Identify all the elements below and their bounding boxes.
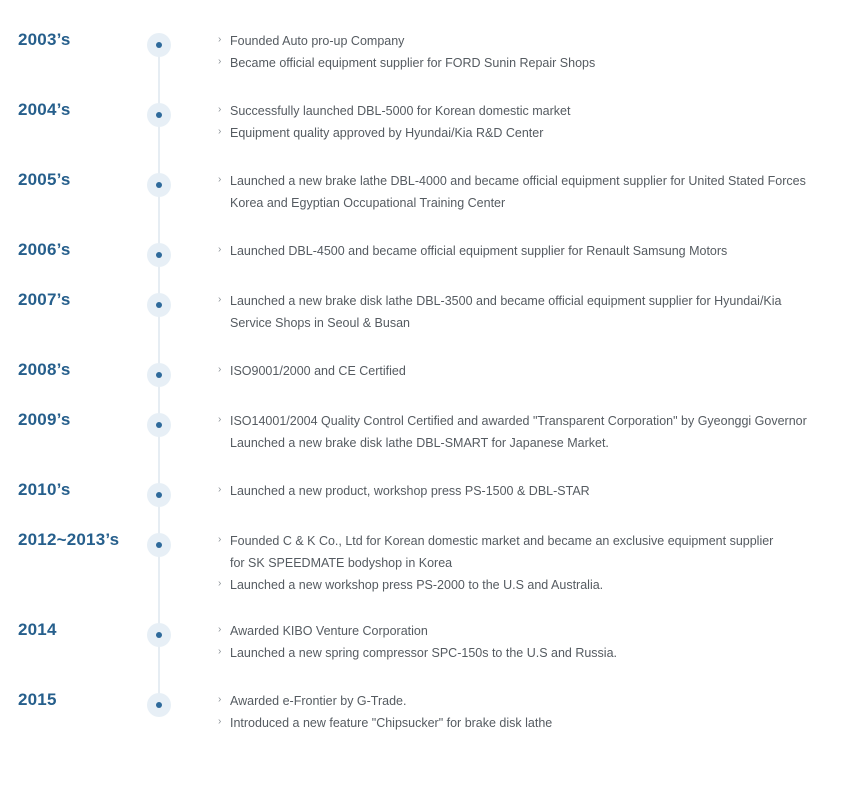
milestone-list	[218, 100, 848, 144]
timeline-dot-core	[156, 182, 162, 188]
milestone-list	[218, 240, 848, 262]
year-label: 2008’s	[18, 360, 71, 379]
milestone-item	[218, 360, 848, 382]
year-label: 2005’s	[18, 170, 71, 189]
chevron-right-icon: ›	[218, 174, 222, 185]
milestone-text: Service Shops in Seoul & Busan	[230, 316, 410, 330]
milestone-item	[218, 574, 848, 596]
chevron-right-icon: ›	[218, 624, 222, 635]
milestone-item	[218, 642, 848, 664]
year-label: 2009’s	[18, 410, 71, 429]
milestone-list	[218, 690, 848, 734]
chevron-right-icon: ›	[218, 716, 222, 727]
milestone-list	[218, 360, 848, 382]
milestone-item	[218, 52, 848, 74]
chevron-right-icon: ›	[218, 364, 222, 375]
timeline-dot-core	[156, 422, 162, 428]
milestone-item	[218, 122, 848, 144]
chevron-right-icon: ›	[218, 104, 222, 115]
timeline-dot-core	[156, 632, 162, 638]
year-label: 2003’s	[18, 30, 71, 49]
milestone-text: Launched a new brake lathe DBL-4000 and became official equipment supplier for United Stated Forces	[230, 174, 806, 188]
chevron-right-icon: ›	[218, 646, 222, 657]
milestone-item	[218, 410, 848, 454]
milestone-text: Successfully launched DBL-5000 for Korean domestic market	[230, 104, 571, 118]
year-label: 2015	[18, 690, 57, 709]
milestone-item	[218, 30, 848, 52]
milestone-item	[218, 100, 848, 122]
milestone-text: ISO9001/2000 and CE Certified	[230, 364, 406, 378]
milestone-text: Korea and Egyptian Occupational Training Center	[230, 196, 506, 210]
timeline-dot-icon	[147, 243, 171, 267]
milestone-item	[218, 480, 848, 502]
milestone-item	[218, 712, 848, 734]
milestone-text: Introduced a new feature "Chipsucker" for brake disk lathe	[230, 716, 553, 730]
chevron-right-icon: ›	[218, 126, 222, 137]
timeline-dot-icon	[147, 293, 171, 317]
milestone-list	[218, 480, 848, 502]
milestone-text: Launched a new brake disk lathe DBL-SMART for Japanese Market.	[230, 436, 609, 450]
chevron-right-icon: ›	[218, 534, 222, 545]
year-label: 2007’s	[18, 290, 71, 309]
chevron-right-icon: ›	[218, 294, 222, 305]
year-label: 2006’s	[18, 240, 71, 259]
milestone-list	[218, 620, 848, 664]
timeline-dot-icon	[147, 693, 171, 717]
timeline-dot-core	[156, 702, 162, 708]
milestone-item	[218, 170, 848, 214]
milestone-text: for SK SPEEDMATE bodyshop in Korea	[230, 556, 453, 570]
timeline-dot-icon	[147, 623, 171, 647]
milestone-text: Launched a new brake disk lathe DBL-3500 and became official equipment supplier for Hyundai/Kia	[230, 294, 782, 308]
milestone-text: Launched DBL-4500 and became official equipment supplier for Renault Samsung Motors	[230, 244, 728, 258]
milestone-item	[218, 530, 848, 574]
timeline-dot-core	[156, 42, 162, 48]
milestone-item	[218, 690, 848, 712]
milestone-text: ISO14001/2004 Quality Control Certified and awarded "Transparent Corporation" by Gyeonggi Governor	[230, 414, 807, 428]
milestone-list	[218, 530, 848, 596]
chevron-right-icon: ›	[218, 694, 222, 705]
chevron-right-icon: ›	[218, 34, 222, 45]
milestone-text: Founded Auto pro-up Company	[230, 34, 405, 48]
year-label: 2010’s	[18, 480, 71, 499]
timeline-dot-core	[156, 252, 162, 258]
timeline-dot-icon	[147, 173, 171, 197]
chevron-right-icon: ›	[218, 414, 222, 425]
milestone-text: Equipment quality approved by Hyundai/Kia R&D Center	[230, 126, 544, 140]
milestone-text: Awarded KIBO Venture Corporation	[230, 624, 428, 638]
timeline-dot-core	[156, 372, 162, 378]
timeline-dot-icon	[147, 363, 171, 387]
timeline-dot-icon	[147, 413, 171, 437]
year-label: 2014	[18, 620, 57, 639]
timeline-dot-icon	[147, 33, 171, 57]
timeline-dot-icon	[147, 483, 171, 507]
timeline-dot-core	[156, 492, 162, 498]
milestone-text: Became official equipment supplier for FORD Sunin Repair Shops	[230, 56, 596, 70]
chevron-right-icon: ›	[218, 484, 222, 495]
milestone-text: Launched a new workshop press PS-2000 to the U.S and Australia.	[230, 578, 604, 592]
timeline-dot-icon	[147, 103, 171, 127]
milestone-text: Launched a new spring compressor SPC-150s to the U.S and Russia.	[230, 646, 618, 660]
milestone-item	[218, 240, 848, 262]
chevron-right-icon: ›	[218, 56, 222, 67]
milestone-list	[218, 30, 848, 74]
chevron-right-icon: ›	[218, 244, 222, 255]
milestone-list	[218, 170, 848, 214]
milestone-text: Launched a new product, workshop press PS-1500 & DBL-STAR	[230, 484, 590, 498]
timeline-dot-core	[156, 542, 162, 548]
timeline-dot-core	[156, 302, 162, 308]
milestone-list	[218, 410, 848, 454]
timeline-dot-icon	[147, 533, 171, 557]
chevron-right-icon: ›	[218, 578, 222, 589]
milestone-item	[218, 620, 848, 642]
milestone-text: Awarded e-Frontier by G-Trade.	[230, 694, 407, 708]
year-label: 2004’s	[18, 100, 71, 119]
timeline-dot-core	[156, 112, 162, 118]
milestone-item	[218, 290, 848, 334]
milestone-text: Founded C & K Co., Ltd for Korean domestic market and became an exclusive equipment supplier	[230, 534, 774, 548]
milestone-list	[218, 290, 848, 334]
year-label: 2012~2013’s	[18, 530, 120, 549]
